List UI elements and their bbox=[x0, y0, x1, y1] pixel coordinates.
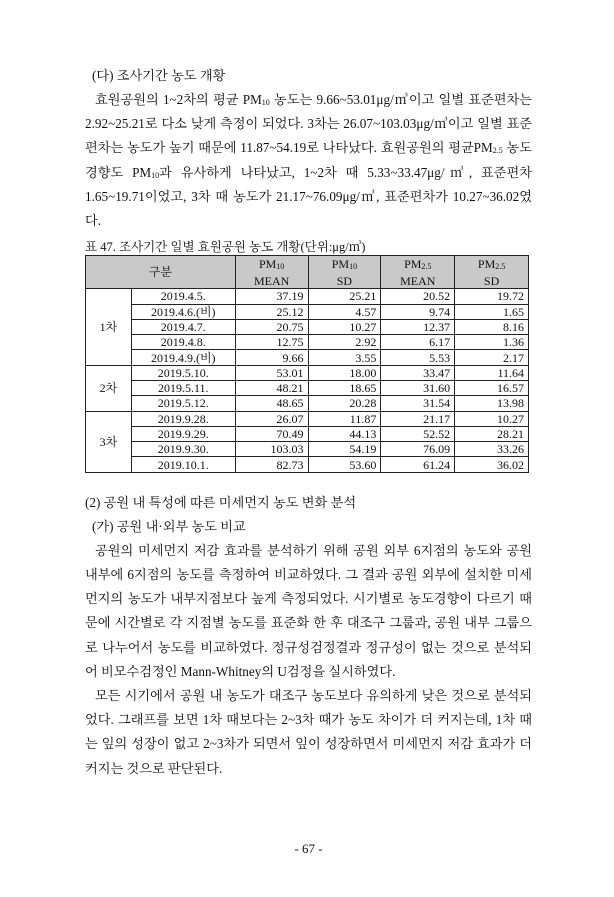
paragraph-conclusion: 모든 시기에서 공원 내 농도가 대조구 농도보다 유의하게 낮은 것으로 분석되었다. 그래프를 보면 1차 때보다는 2~3차 때가 농도 차이가 더 커지는데, 1차 때는 잎의 성장이 없고 2~3차가 되면서 잎이 성장하면서 미세먼지 저감 효과가 더 커지는 것으로 판단된다. bbox=[85, 688, 532, 776]
value-cell: 10.27 bbox=[308, 319, 381, 334]
date-cell: 2019.5.11. bbox=[131, 381, 235, 396]
table-row bbox=[86, 335, 529, 350]
value-cell: 21.17 bbox=[381, 411, 455, 426]
group-label: 2차 bbox=[86, 365, 132, 411]
header-pm25-sd: PM2.5 SD bbox=[455, 256, 529, 289]
header-group: 구분 bbox=[86, 256, 236, 289]
header-pm10-mean: PM10 MEAN bbox=[235, 256, 308, 289]
table-caption: 표 47. 조사기간 일별 효원공원 농도 개황(단위:μg/㎥) bbox=[85, 240, 366, 255]
value-cell: 37.19 bbox=[235, 289, 308, 304]
table-row bbox=[86, 350, 529, 365]
section-heading-2: (2) 공원 내 특성에 따른 미세먼지 농도 변화 분석 bbox=[85, 494, 357, 510]
value-cell: 20.52 bbox=[381, 289, 455, 304]
subscript: 2.5 bbox=[492, 146, 503, 156]
value-cell: 61.24 bbox=[381, 457, 455, 472]
header-pm25-mean: PM2.5 MEAN bbox=[381, 256, 455, 289]
group-label: 1차 bbox=[86, 289, 132, 365]
value-cell: 16.57 bbox=[455, 381, 529, 396]
value-cell: 53.60 bbox=[308, 457, 381, 472]
text-segment: 효원공원의 1~2차의 평균 PM bbox=[95, 92, 262, 107]
table-row bbox=[86, 304, 529, 319]
value-cell: 2.17 bbox=[455, 350, 529, 365]
value-cell: 103.03 bbox=[235, 442, 308, 457]
value-cell: 76.09 bbox=[381, 442, 455, 457]
date-cell: 2019.4.7. bbox=[131, 319, 235, 334]
table-row bbox=[86, 457, 529, 472]
sub-heading-ga: (가) 공원 내·외부 농도 비교 bbox=[92, 518, 246, 534]
date-cell: 2019.5.10. bbox=[131, 365, 235, 380]
value-cell: 44.13 bbox=[308, 426, 381, 441]
header-pm10-sd: PM10 SD bbox=[308, 256, 381, 289]
date-cell: 2019.4.5. bbox=[131, 289, 235, 304]
value-cell: 31.60 bbox=[381, 381, 455, 396]
value-cell: 5.53 bbox=[381, 350, 455, 365]
table-row bbox=[86, 411, 529, 426]
page-number: - 67 - bbox=[294, 840, 323, 856]
section-heading-da: (다) 조사기간 농도 개황 bbox=[92, 68, 226, 83]
value-cell: 11.87 bbox=[308, 411, 381, 426]
concentration-table bbox=[85, 255, 529, 473]
table-header-row bbox=[86, 256, 529, 289]
value-cell: 9.66 bbox=[235, 350, 308, 365]
text-segment: 농도는 9.66~53.01μg/㎥이고 일별 표준편차는 2.92~25.21로 다소 낮게 측정이 되었다. 3차는 26.07~103.03μg/㎥이고 일별 표준편차는 농도가 높기 때문에 11.87~54.19로 나타났다. 효원공원의 평균PM bbox=[85, 92, 532, 156]
value-cell: 54.19 bbox=[308, 442, 381, 457]
table-row bbox=[86, 381, 529, 396]
subscript: 10 bbox=[151, 170, 160, 180]
value-cell: 48.21 bbox=[235, 381, 308, 396]
date-cell: 2019.5.12. bbox=[131, 396, 235, 411]
value-cell: 25.21 bbox=[308, 289, 381, 304]
value-cell: 26.07 bbox=[235, 411, 308, 426]
value-cell: 1.65 bbox=[455, 304, 529, 319]
date-cell: 2019.10.1. bbox=[131, 457, 235, 472]
paragraph-concentration-overview bbox=[85, 88, 532, 233]
value-cell: 33.47 bbox=[381, 365, 455, 380]
table-row bbox=[86, 319, 529, 334]
table-row bbox=[86, 396, 529, 411]
table-row bbox=[86, 442, 529, 457]
value-cell: 19.72 bbox=[455, 289, 529, 304]
paragraph-inside-outside: 공원의 미세먼지 저감 효과를 분석하기 위해 공원 외부 6지점의 농도와 공원 내부에 6지점의 농도를 측정하여 비교하였다. 그 결과 공원 외부에 설치한 미세먼지의 농도가 내부지점보다 높게 측정되었다. 시기별로 농도경향이 다르기 때문에 시간별로 각 지점별 농도를 표준화 한 후 대조구 그룹과, 공원 내부 그룹으로 나누어서 농도를 비교하였다. 정규성검정결과 정규성이 없는 것으로 분석되어 비모수검정인 Mann-Whitney의 U검정을 실시하였다. bbox=[85, 542, 532, 679]
value-cell: 82.73 bbox=[235, 457, 308, 472]
value-cell: 3.55 bbox=[308, 350, 381, 365]
value-cell: 70.49 bbox=[235, 426, 308, 441]
value-cell: 1.36 bbox=[455, 335, 529, 350]
value-cell: 12.75 bbox=[235, 335, 308, 350]
value-cell: 25.12 bbox=[235, 304, 308, 319]
value-cell: 48.65 bbox=[235, 396, 308, 411]
date-cell: 2019.9.29. bbox=[131, 426, 235, 441]
value-cell: 9.74 bbox=[381, 304, 455, 319]
value-cell: 33.26 bbox=[455, 442, 529, 457]
table-row bbox=[86, 289, 529, 304]
value-cell: 18.65 bbox=[308, 381, 381, 396]
value-cell: 20.28 bbox=[308, 396, 381, 411]
value-cell: 11.64 bbox=[455, 365, 529, 380]
value-cell: 13.98 bbox=[455, 396, 529, 411]
date-cell: 2019.4.8. bbox=[131, 335, 235, 350]
text-segment: 농도경향도 PM bbox=[85, 140, 532, 180]
value-cell: 28.21 bbox=[455, 426, 529, 441]
date-cell: 2019.4.9.(비) bbox=[131, 350, 235, 365]
date-cell: 2019.4.6.(비) bbox=[131, 304, 235, 319]
value-cell: 2.92 bbox=[308, 335, 381, 350]
date-cell: 2019.9.30. bbox=[131, 442, 235, 457]
value-cell: 52.52 bbox=[381, 426, 455, 441]
value-cell: 12.37 bbox=[381, 319, 455, 334]
group-label: 3차 bbox=[86, 411, 132, 472]
value-cell: 31.54 bbox=[381, 396, 455, 411]
date-cell: 2019.9.28. bbox=[131, 411, 235, 426]
value-cell: 20.75 bbox=[235, 319, 308, 334]
value-cell: 8.16 bbox=[455, 319, 529, 334]
subscript: 10 bbox=[261, 98, 270, 107]
table-row bbox=[86, 365, 529, 380]
value-cell: 4.57 bbox=[308, 304, 381, 319]
value-cell: 10.27 bbox=[455, 411, 529, 426]
value-cell: 18.00 bbox=[308, 365, 381, 380]
value-cell: 6.17 bbox=[381, 335, 455, 350]
value-cell: 36.02 bbox=[455, 457, 529, 472]
text-segment: 과 유사하게 나타났고, 1~2차 때 5.33~33.47μg/㎥, 표준편차 1.65~19.71이었고, 3차 때 농도가 21.17~76.09μg/㎥, 표준편차가 10.27~36.02였다. bbox=[85, 164, 532, 229]
table-row bbox=[86, 426, 529, 441]
value-cell: 53.01 bbox=[235, 365, 308, 380]
